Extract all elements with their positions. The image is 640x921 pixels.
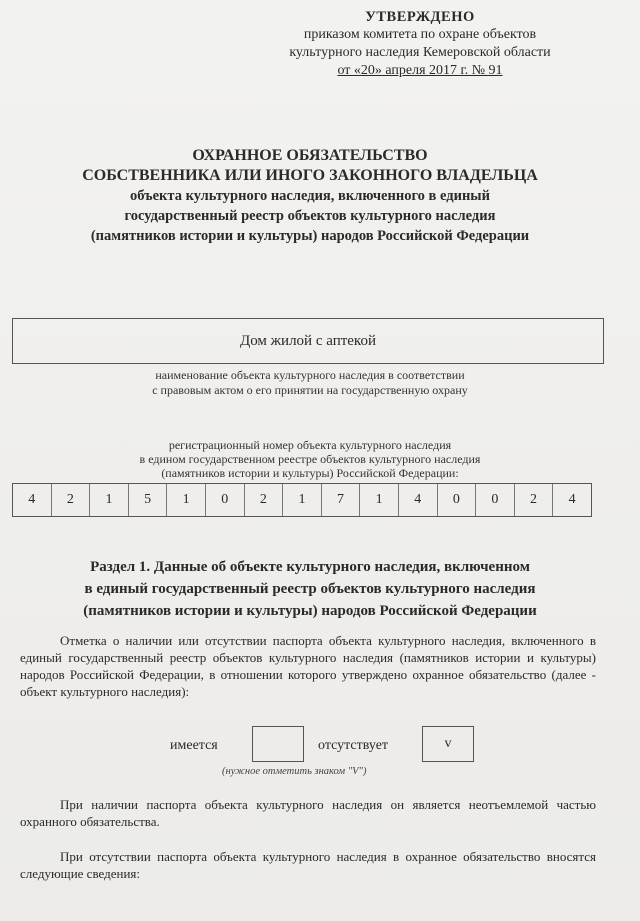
approval-line-1: приказом комитета по охране объектов (303, 27, 537, 42)
passport-present-paragraph: При наличии паспорта объекта культурного наследия он является неотъемлемой частью охранного обязательства. (20, 797, 596, 829)
object-caption-line-2: с правовым актом о его принятии на государственную охрану (152, 383, 468, 397)
reg-digit: 4 (399, 484, 438, 516)
title-line-3: объекта культурного наследия, включенного в единый (130, 188, 490, 204)
reg-digit: 2 (515, 484, 554, 516)
title-line-4: государственный реестр объектов культурного наследия (124, 208, 496, 224)
object-name-caption (90, 368, 530, 398)
passport-absent-paragraph: При отсутствии паспорта объекта культурного наследия в охранное обязательство вносятся следующие сведения: (20, 849, 596, 881)
approval-line-2: культурного наследия Кемеровской области (289, 45, 551, 60)
document-title (20, 146, 600, 246)
reg-digit: 1 (360, 484, 399, 516)
reg-digit: 1 (283, 484, 322, 516)
reg-digit: 2 (245, 484, 284, 516)
reg-caption-line-1: регистрационный номер объекта культурного наследия (168, 438, 452, 452)
reg-digit: 4 (13, 484, 52, 516)
reg-digit: 0 (476, 484, 515, 516)
reg-digit: 7 (322, 484, 361, 516)
has-passport-checkbox[interactable] (252, 726, 304, 762)
reg-digit: 4 (568, 492, 576, 507)
object-name-field (12, 318, 604, 364)
section-heading-line-3: (памятников истории и культуры) народов Российской Федерации (83, 603, 537, 619)
section-heading-line-1: Раздел 1. Данные об объекте культурного наследия, включенном (90, 559, 530, 575)
reg-caption-line-2: в едином государственном реестре объектов культурного наследия (139, 452, 481, 466)
registration-caption (90, 438, 530, 480)
object-caption-line-1: наименование объекта культурного наследия в соответствии (155, 368, 465, 382)
approval-heading: УТВЕРЖДЕНО (365, 9, 475, 25)
section-1-heading (20, 556, 600, 622)
no-passport-checkbox[interactable]: v (422, 726, 474, 762)
section-heading-line-2: в единый государственный реестр объектов культурного наследия (84, 581, 536, 597)
reg-digit: 1 (90, 484, 129, 516)
reg-digit: 2 (52, 484, 91, 516)
object-name-value: Дом жилой с аптекой (239, 332, 376, 349)
reg-digit: 1 (167, 484, 206, 516)
title-line-5: (памятников истории и культуры) народов Российской Федерации (90, 228, 530, 244)
title-line-1: ОХРАННОЕ ОБЯЗАТЕЛЬСТВО (192, 147, 428, 164)
reg-digit: 0 (438, 484, 477, 516)
approval-date: от «20» апреля 2017 г. № 91 (337, 63, 503, 78)
approval-stamp (240, 8, 600, 80)
passport-paragraph: Отметка о наличии или отсутствии паспорта объекта культурного наследия, включенного в единый государственный реестр объектов культурного наследия (памятников истории и культуры) народов Российской Федерации, в отношении которого утверждено охранное обязательство (далее - объект культурного наследия): (20, 633, 596, 699)
has-passport-label: имеется (170, 738, 218, 753)
choice-hint: (нужное отметить знаком "V") (222, 766, 367, 777)
reg-caption-line-3: (памятников истории и культуры) Российской Федерации: (161, 466, 459, 480)
reg-digit: 0 (206, 484, 245, 516)
registration-number-grid (12, 483, 592, 517)
title-line-2: СОБСТВЕННИКА ИЛИ ИНОГО ЗАКОННОГО ВЛАДЕЛЬЦА (82, 167, 538, 184)
reg-digit: 5 (129, 484, 168, 516)
no-passport-label: отсутствует (318, 738, 389, 753)
